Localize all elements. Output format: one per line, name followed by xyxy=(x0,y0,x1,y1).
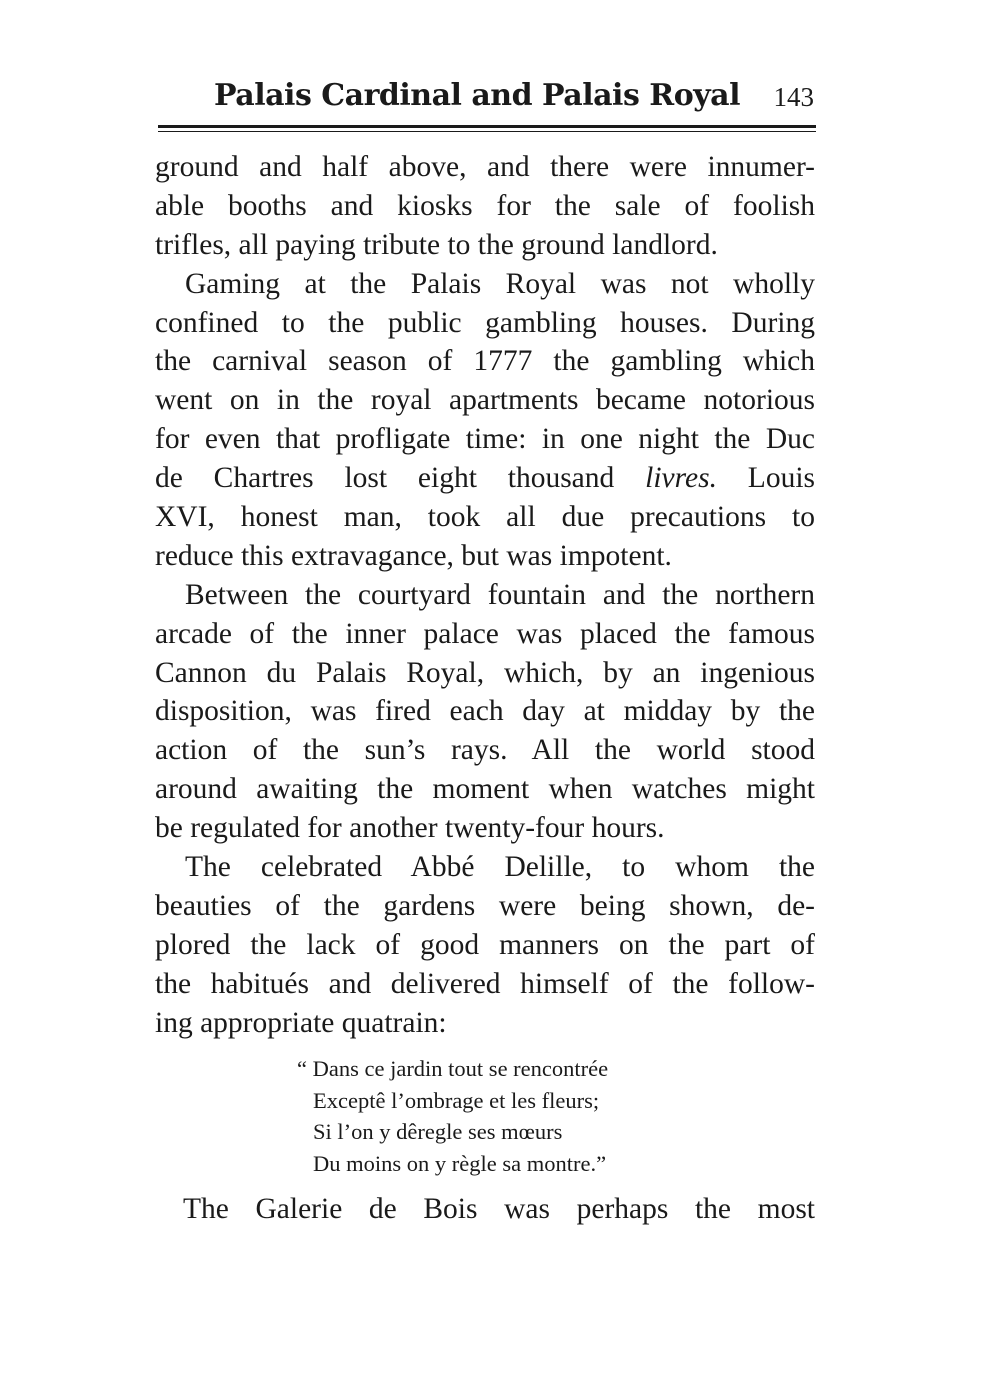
text-line: XVI, honest man, took all due precautions to xyxy=(155,501,815,534)
text-line: the carnival season of 1777 the gambling which xyxy=(155,345,815,378)
verse-line: Si l’on y dêregle ses mœurs xyxy=(313,1119,563,1145)
text-segment: Louis xyxy=(747,462,815,495)
paragraph-3 xyxy=(155,576,815,848)
body-text xyxy=(155,148,815,1229)
running-title: Palais Cardinal and Palais Royal xyxy=(214,78,740,113)
paragraph-2 xyxy=(155,265,815,576)
text-line: Cannon du Palais Royal, which, by an ingenious xyxy=(155,656,815,689)
text-line: ground and half above, and there were innumer- xyxy=(155,151,815,183)
text-segment: de Chartres lost eight thousand xyxy=(155,462,615,495)
text-line: reduce this extravagance, but was impotent. xyxy=(155,539,672,572)
text-line: beauties of the gardens were being shown, de- xyxy=(155,889,815,922)
text-line: plored the lack of good manners on the part of xyxy=(155,928,815,961)
text-line: around awaiting the moment when watches might xyxy=(155,773,815,806)
text-line: confined to the public gambling houses. During xyxy=(155,306,815,339)
text-line: able booths and kiosks for the sale of foolish xyxy=(155,189,815,222)
italic-word: livres. xyxy=(645,462,717,495)
text-line: action of the sun’s rays. All the world stood xyxy=(155,734,815,767)
text-line: disposition, was fired each day at midday by the xyxy=(155,695,815,728)
text-line: Between the courtyard fountain and the northern xyxy=(185,578,815,611)
verse-line: Du moins on y règle sa montre.” xyxy=(313,1150,607,1176)
text-line: The celebrated Abbé Delille, to whom the xyxy=(185,851,815,884)
final-text-line: The Galerie de Bois was perhaps the most xyxy=(183,1193,815,1226)
text-line-with-italic xyxy=(155,459,815,498)
text-line: ing appropriate quatrain: xyxy=(155,1006,447,1039)
text-line: arcade of the inner palace was placed the famous xyxy=(155,617,815,650)
running-head xyxy=(158,78,816,122)
page-number: 143 xyxy=(773,82,814,112)
header-rule-thick xyxy=(158,125,816,128)
text-line: the habitués and delivered himself of the follow- xyxy=(155,967,815,1000)
text-line: trifles, all paying tribute to the ground landlord. xyxy=(155,228,718,261)
header-rule-thin xyxy=(158,131,816,132)
text-line: Gaming at the Palais Royal was not wholly xyxy=(185,267,815,300)
text-line: went on in the royal apartments became notorious xyxy=(155,384,815,417)
text-line: for even that profligate time: in one night the Duc xyxy=(155,423,815,456)
quatrain xyxy=(155,1053,815,1179)
verse-line: Exceptê l’ombrage et les fleurs; xyxy=(313,1087,600,1113)
paragraph-1 xyxy=(155,148,815,265)
verse-line: “ Dans ce jardin tout se rencontrée xyxy=(297,1056,609,1082)
paragraph-4 xyxy=(155,848,815,1042)
text-line: be regulated for another twenty-four hours. xyxy=(155,812,665,845)
